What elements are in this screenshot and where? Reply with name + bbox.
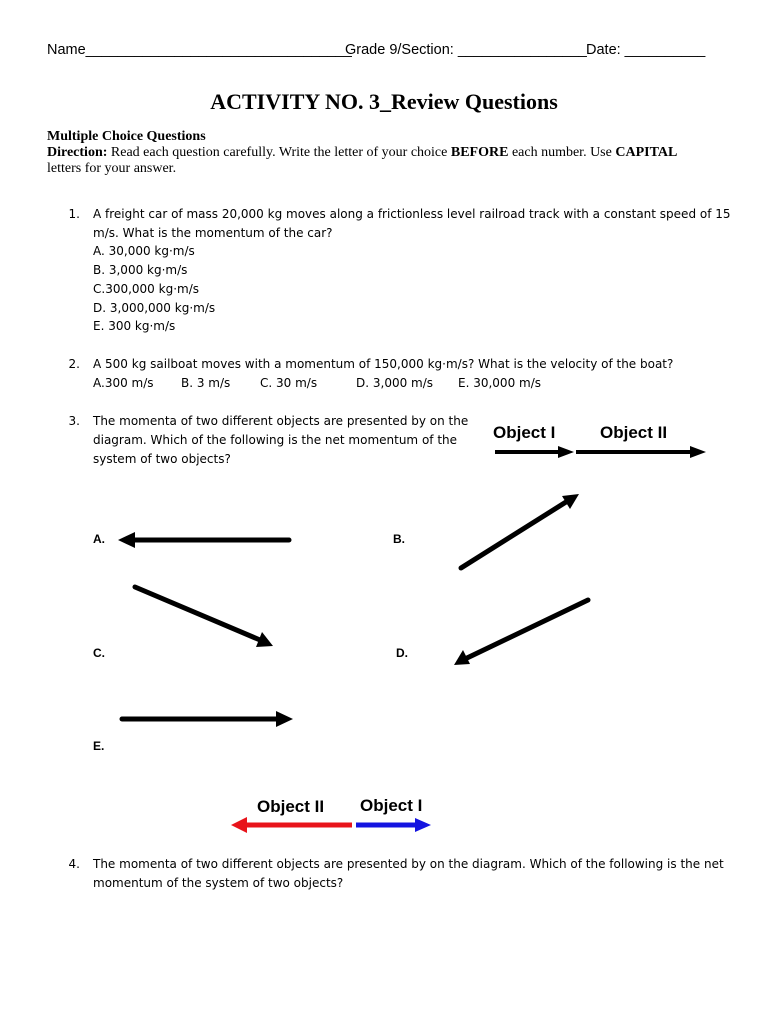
choice-c-arrow — [135, 587, 273, 647]
choice-c-letter: C. — [93, 646, 105, 660]
choice-b-letter: B. — [393, 532, 405, 546]
question-2-option-b: B. 3 m/s — [181, 376, 231, 390]
question-2-option-d: D. 3,000 m/s — [356, 376, 434, 390]
choice-e-letter: E. — [93, 739, 105, 753]
question-3-text-line-3: system of two objects? — [93, 452, 231, 466]
q4-object-ii-label: Object II — [257, 797, 325, 816]
direction-part-3: letters for your answer. — [47, 161, 177, 176]
question-3-text-line-2: diagram. Which of the following is the net momentum of the — [93, 433, 458, 447]
question-2-option-e: E. 30,000 m/s — [458, 376, 541, 390]
question-1-option-e: E. 300 kg·m/s — [93, 319, 176, 333]
q3-object-ii-label: Object II — [600, 423, 668, 442]
page-title: ACTIVITY NO. 3_Review Questions — [210, 89, 558, 114]
choice-b-arrow — [461, 494, 579, 568]
question-2-text: A 500 kg sailboat moves with a momentum of 150,000 kg·m/s? What is the velocity of the boat? — [93, 357, 674, 371]
question-1-number: 1. — [68, 207, 80, 221]
question-4-number: 4. — [68, 857, 80, 871]
name-field-label: Name_________________________________ — [47, 42, 352, 58]
question-1-option-d: D. 3,000,000 kg·m/s — [93, 301, 216, 315]
q4-object-i-label: Object I — [360, 796, 423, 815]
choice-e-arrow — [122, 711, 293, 727]
question-4-text-line-2: momentum of the system of two objects? — [93, 876, 344, 890]
q3-object-i-label: Object I — [493, 423, 556, 442]
question-1-option-a: A. 30,000 kg·m/s — [93, 244, 195, 258]
question-2-option-c: C. 30 m/s — [260, 376, 318, 390]
date-field-label: Date: __________ — [586, 42, 706, 58]
direction-capital: CAPITAL — [615, 145, 678, 160]
question-1-text-line-1: A freight car of mass 20,000 kg moves along a frictionless level railroad track with a constant speed of 15 — [93, 207, 731, 221]
question-3-text-line-1: The momenta of two different objects are presented by on the — [93, 414, 469, 428]
q4-object-i-arrow — [356, 818, 431, 832]
direction-before: BEFORE — [450, 145, 509, 160]
question-1-text-line-2: m/s. What is the momentum of the car? — [93, 226, 333, 240]
question-2-option-a: A.300 m/s — [93, 376, 154, 390]
direction-part-1: Read each question carefully. Write the letter of your choice — [110, 145, 448, 160]
q3-object-ii-arrow — [576, 446, 706, 458]
direction-label: Direction: — [47, 145, 108, 160]
question-2-number: 2. — [68, 357, 80, 371]
choice-a-arrow — [118, 532, 289, 548]
choice-d-letter: D. — [396, 646, 408, 660]
q4-object-ii-arrow — [231, 817, 352, 833]
question-1-option-c: C.300,000 kg·m/s — [93, 282, 199, 296]
section-heading: Multiple Choice Questions — [47, 129, 206, 144]
question-4-text-line-1: The momenta of two different objects are presented by on the diagram. Which of the following is the net — [93, 857, 724, 871]
grade-section-field-label: Grade 9/Section: ________________ — [345, 42, 587, 58]
choice-d-arrow — [454, 600, 588, 665]
q3-object-i-arrow — [495, 446, 574, 458]
question-1-option-b: B. 3,000 kg·m/s — [93, 263, 188, 277]
choice-a-letter: A. — [93, 532, 105, 546]
direction-part-2: each number. Use — [511, 145, 612, 160]
question-3-number: 3. — [68, 414, 80, 428]
